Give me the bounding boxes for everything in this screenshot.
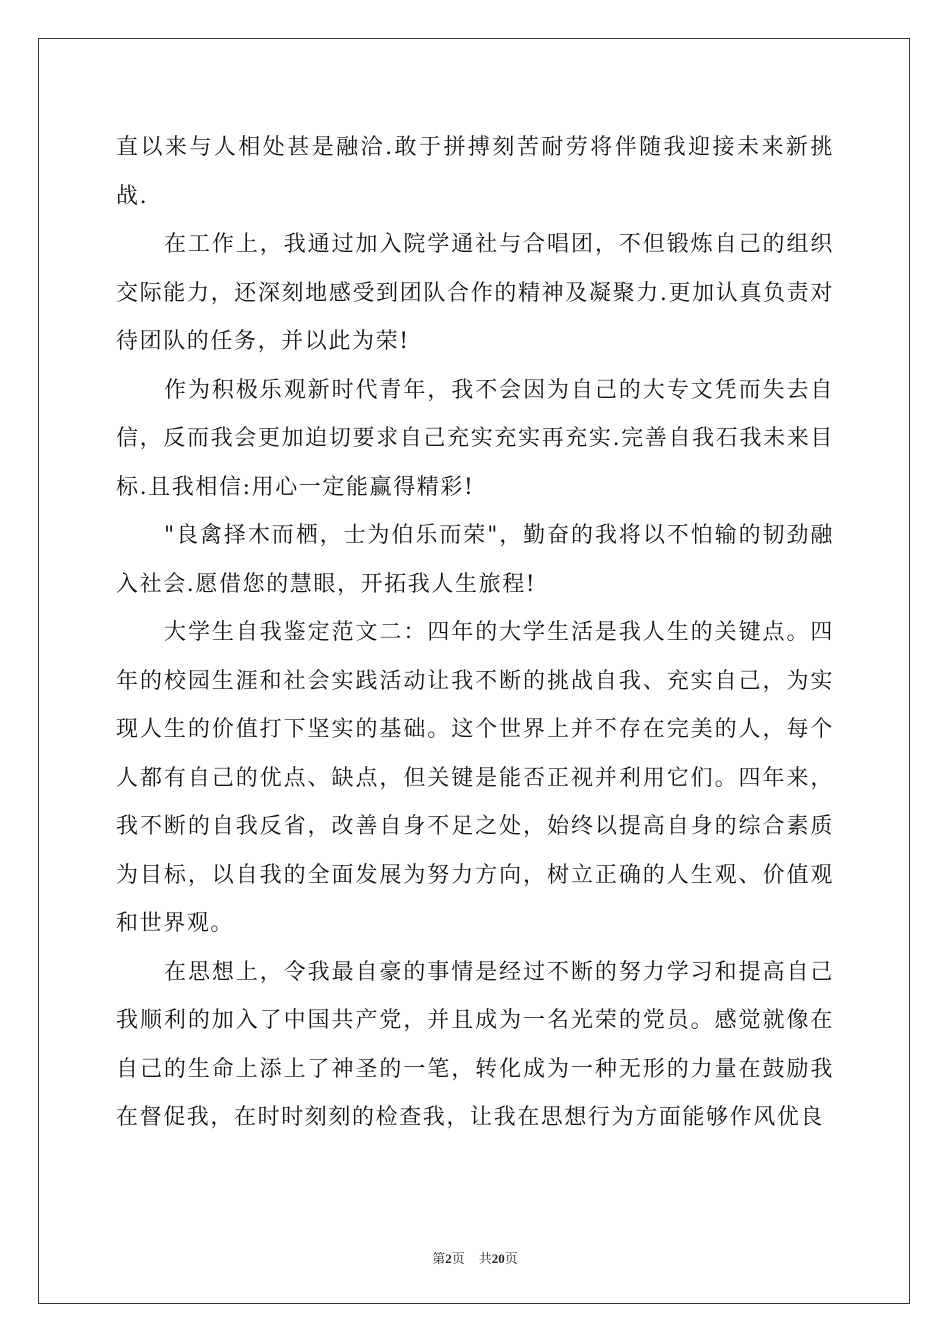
paragraph-4: "良禽择木而栖，士为伯乐而荣"，勤奋的我将以不怕输的韧劲融入社会.愿借您的慧眼，开拓我人生旅程! [116, 523, 834, 597]
document-body [116, 124, 834, 1143]
paragraph-2: 在工作上，我通过加入院学通社与合唱团，不但锻炼自己的组织交际能力，还深刻地感受到团队合作的精神及凝聚力.更加认真负责对待团队的任务，并以此为荣! [116, 232, 834, 354]
paragraph-3: 作为积极乐观新时代青年，我不会因为自己的大专文凭而失去自信，反而我会更加迫切要求自己充实充实再充实.完善自我石我未来目标.且我相信:用心一定能赢得精彩! [116, 377, 834, 500]
paragraph-6: 在思想上，令我最自豪的事情是经过不断的努力学习和提高自己我顺利的加入了中国共产党，并且成为一名光荣的党员。感觉就像在自己的生命上添上了神圣的一笔，转化成为一种无形的力量在鼓励我在督促我，在时时刻刻的检查我，让我在思想行为方面能够作风优良 [116, 959, 834, 1130]
paragraph-5: 大学生自我鉴定范文二：四年的大学生活是我人生的关键点。四年的校园生涯和社会实践活动让我不断的挑战自我、充实自己，为实现人生的价值打下坚实的基础。这个世界上并不存在完美的人，每个人都有自己的优点、缺点，但关键是能否正视并利用它们。四年来，我不断的自我反省，改善自身不足之处，始终以提高自身的综合素质为目标，以自我的全面发展为努力方向，树立正确的人生观、价值观和世界观。 [116, 620, 834, 936]
total-pages: 20 [491, 1251, 505, 1266]
page-number: 2 [445, 1251, 452, 1266]
paragraph-1: 直以来与人相处甚是融洽.敢于拼搏刻苦耐劳将伴随我迎接未来新挑战. [116, 135, 834, 209]
page-suffix: 页 [451, 1252, 465, 1267]
page-prefix: 第 [432, 1252, 446, 1267]
total-prefix: 共 [478, 1252, 492, 1267]
page-footer [0, 1248, 950, 1267]
total-suffix: 页 [504, 1252, 518, 1267]
